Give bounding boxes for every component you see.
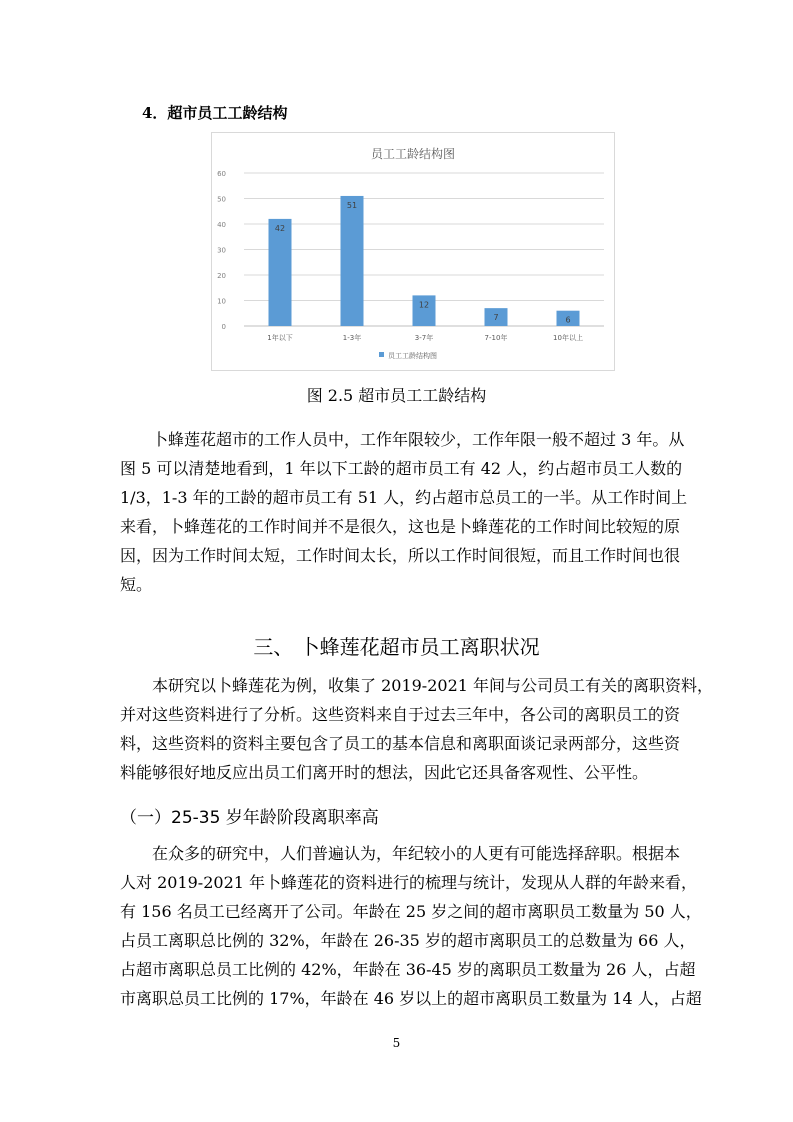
text-line: 占员工离职总比例的 32%，年龄在 26-35 岁的超市离职员工的总数量为 66 人， xyxy=(120,931,696,950)
text-line: 料能够很好地反应出员工们离开时的想法，因此它还具备客观性、公平性。 xyxy=(120,763,649,782)
legend-label: 员工工龄结构图 xyxy=(388,352,437,360)
bar xyxy=(269,219,292,326)
data-label: 42 xyxy=(274,223,286,233)
text-line: 短。 xyxy=(120,575,153,594)
legend-swatch xyxy=(379,352,384,357)
y-tick-label: 30 xyxy=(217,246,226,255)
bar-chart xyxy=(212,133,614,370)
text-line: 因，因为工作时间太短，工作时间太长，所以工作时间很短，而且工作时间也很 xyxy=(120,546,681,565)
text-line: 本研究以卜蜂莲花为例，收集了 2019-2021 年间与公司员工有关的离职资料， xyxy=(152,676,714,695)
text-line: 在众多的研究中，人们普遍认为，年纪较小的人更有可能选择辞职。根据本 xyxy=(152,844,681,863)
text-line: 图 5 可以清楚地看到，1 年以下工龄的超市员工有 42 人，约占超市员工人数的 xyxy=(120,459,683,478)
section-heading: 4．超市员工工龄结构 xyxy=(142,104,288,122)
text-line: 人对 2019-2021 年卜蜂莲花的资料进行的梳理与统计，发现从人群的年龄来看， xyxy=(120,873,698,892)
y-tick-label: 50 xyxy=(217,195,226,204)
x-tick-label: 3-7年 xyxy=(414,334,434,342)
chart-frame xyxy=(211,132,615,371)
chart-title: 员工工龄结构图 xyxy=(370,147,456,161)
x-tick-label: 7-10年 xyxy=(484,334,508,342)
y-tick-label: 20 xyxy=(217,272,226,280)
text-line: 来看，卜蜂莲花的工作时间并不是很久，这也是卜蜂莲花的工作时间比较短的原 xyxy=(120,517,681,536)
text-line: 有 156 名员工已经离开了公司。年龄在 25 岁之间的超市离职员工数量为 50 人， xyxy=(120,902,702,921)
x-tick-label: 1-3年 xyxy=(342,334,362,342)
text-line: 1/3，1-3 年的工龄的超市员工有 51 人，约占超市总员工的一半。从工作时间上 xyxy=(120,488,688,507)
data-label: 51 xyxy=(346,200,358,210)
y-tick-label: 0 xyxy=(221,323,226,331)
paragraph-age-analysis xyxy=(120,839,702,1013)
bar xyxy=(341,196,364,326)
chapter-heading: 三、 卜蜂莲花超市员工离职状况 xyxy=(253,635,540,659)
sub-heading: （一）25-35 岁年龄阶段离职率高 xyxy=(120,808,379,828)
y-tick-label: 10 xyxy=(217,297,226,306)
x-tick-label: 10年以上 xyxy=(553,334,583,342)
data-label: 6 xyxy=(565,315,571,325)
x-tick-label: 1年以下 xyxy=(267,334,293,342)
text-line: 料，这些资料的资料主要包含了员工的基本信息和离职面谈记录两部分，这些资 xyxy=(120,734,681,753)
y-tick-label: 40 xyxy=(217,221,226,229)
data-label: 7 xyxy=(493,313,499,323)
data-label: 12 xyxy=(418,300,430,310)
y-tick-label: 60 xyxy=(217,170,226,178)
text-line: 占超市离职总员工比例的 42%，年龄在 36-45 岁的离职员工数量为 26 人，占超 xyxy=(120,960,696,979)
paragraph-research-data xyxy=(120,671,714,787)
figure-caption: 图 2.5 超市员工工龄结构 xyxy=(306,386,487,405)
text-line: 卜蜂莲花超市的工作人员中，工作年限较少，工作年限一般不超过 3 年。从 xyxy=(152,430,685,449)
page-number: 5 xyxy=(392,1036,401,1050)
text-line: 市离职总员工比例的 17%，年龄在 46 岁以上的超市离职员工数量为 14 人，占超 xyxy=(120,989,702,1008)
text-line: 并对这些资料进行了分析。这些资料来自于过去三年中，各公司的离职员工的资 xyxy=(120,705,681,724)
paragraph-tenure-analysis xyxy=(120,425,688,599)
